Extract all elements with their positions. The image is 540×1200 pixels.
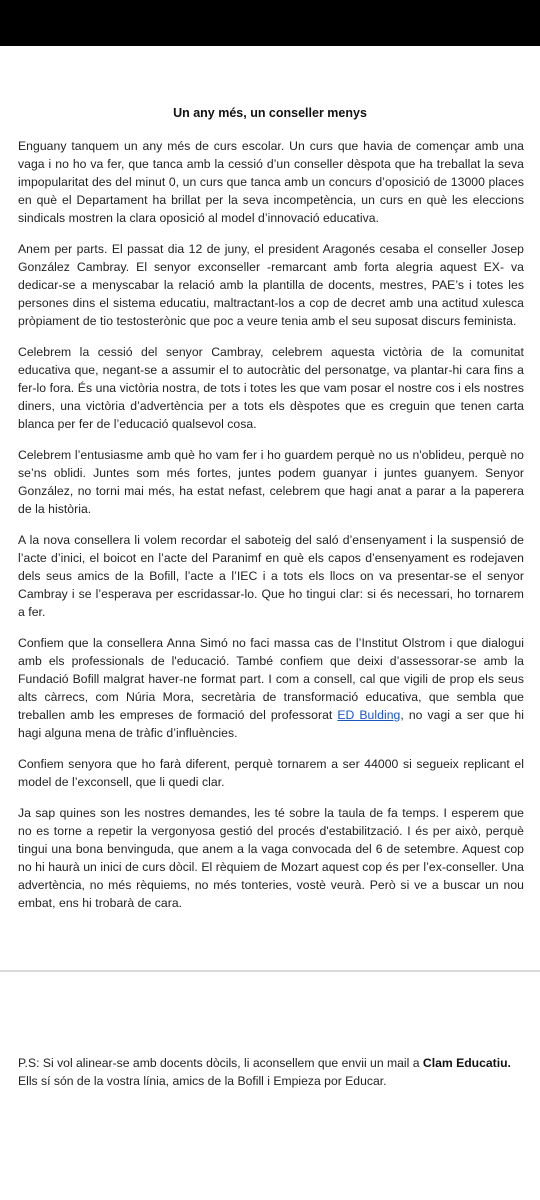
paragraph-8: Ja sap quines son les nostres demandes, les té sobre la taula de fa temps. I esperem que no es torne a repetir la vergonyosa gestió del procés d'estabilització. I és per això, perquè tingui una bona benvinguda, que anem a la vaga convocada del 6 de setembre. Aquest cop no hi haurà un inici de curs dòcil. El rèquiem de Mozart aquest cop és per l’ex-conseller. Una advertència, no més rèquiems, no més tonteries, vostè veurà. Però si ve a buscar un nou embat, ens hi trobarà de cara.	[18, 806, 524, 910]
paragraph-3: Celebrem la cessió del senyor Cambray, celebrem aquesta victòria de la comunitat educativa que, negant-se a assumir el to autocràtic del personatge, va plantar-hi cara fins a fer-lo fora. És una victòria nostra, de tots i totes les que vam posar el nostre cos i els nostres diners, una victòria d’advertència per a tots els dèspotes que es creguin que tenen carta blanca per fer de l’educació qualsevol cosa.	[18, 345, 524, 431]
paragraph-7: Confiem senyora que ho farà diferent, perquè tornarem a ser 44000 si segueix replicant el model de l’exconsell, que li quedi clar.	[18, 757, 524, 789]
ps-bold: Clam Educatiu.	[422, 1056, 511, 1070]
status-bar	[0, 0, 540, 46]
page-divider	[0, 970, 540, 972]
document-title: Un any més, un conseller menys	[173, 106, 367, 120]
ps-after: Ells sí són de la vostra línia, amics de la Bofill i Empieza por Educar.	[18, 1074, 387, 1088]
paragraph-6	[18, 634, 524, 742]
postscript	[18, 1054, 528, 1090]
paragraph-2: Anem per parts. El passat dia 12 de juny, el president Aragonés cesaba el conseller Josep González Cambray. El senyor exconseller -remarcant amb forta alegria aquest EX- va dedicar-se a menyscabar la relació amb la plantilla de docents, mestres, PAE’s i totes les persones dins el sistema educatiu, maltractant-los a cop de decret amb una actitud xulesca pròpiament de tio testosterònic que poc a veure tenia amb el seu suposat discurs feminista.	[18, 242, 524, 328]
ps-text: P.S: Si vol alinear-se amb docents dòcils, li aconsellem que envii un mail a	[18, 1056, 423, 1070]
ed-bulding-link[interactable]: ED Bulding	[337, 708, 401, 722]
paragraph-5: A la nova consellera li volem recordar el saboteig del saló d’ensenyament i la suspensió de l’acte d’inici, el boicot en l’acte del Paranimf en què els capos d’ensenyament es rodejaven dels seus amics de la Bofill, l’acte a l’IEC i a tots els llocs on va presentar-se el senyor Cambray i se l’esperava per escridassar-lo. Que ho tingui clar: si és necessari, ho tornarem a fer.	[18, 533, 524, 619]
paragraph-4: Celebrem l’entusiasme amb què ho vam fer i ho guardem perquè no us n'oblideu, perquè no se’ns oblidi. Juntes som més fortes, juntes podem guanyar i juntes guanyem. Senyor González, no torni mai més, ha estat nefast, celebrem que hagi anat a parar a la paperera de la història.	[18, 448, 524, 516]
paragraph-6-tail: , no vagi a ser que hi hagi alguna mena de tràfic d’influències.	[18, 708, 524, 740]
document-body	[18, 137, 524, 925]
paragraph-1: Enguany tanquem un any més de curs escolar. Un curs que havia de començar amb una vaga i no ho va fer, que tanca amb la cessió d’un conseller dèspota que ha treballat la seva impopularitat des del minut 0, un curs que tanca amb un concurs d’oposició de 13000 places en què el Departament ha brillat per la seva incompetència, un curs en què les eleccions sindicals mostren la clara oposició al model d’innovació educativa.	[18, 139, 524, 225]
paragraph-6-text: Confiem que la consellera Anna Simó no faci massa cas de l’Institut Olstrom i que dialogui amb els professionals de l'educació. També confiem que deixi d’assessorar-se amb la Fundació Bofill malgrat haver-ne format part. I com a consell, cal que vigili de prop els seus alts càrrecs, com Núria Mora, secretària de transformació educativa, que sembla que treballen amb les empreses de formació del professorat	[18, 636, 524, 722]
